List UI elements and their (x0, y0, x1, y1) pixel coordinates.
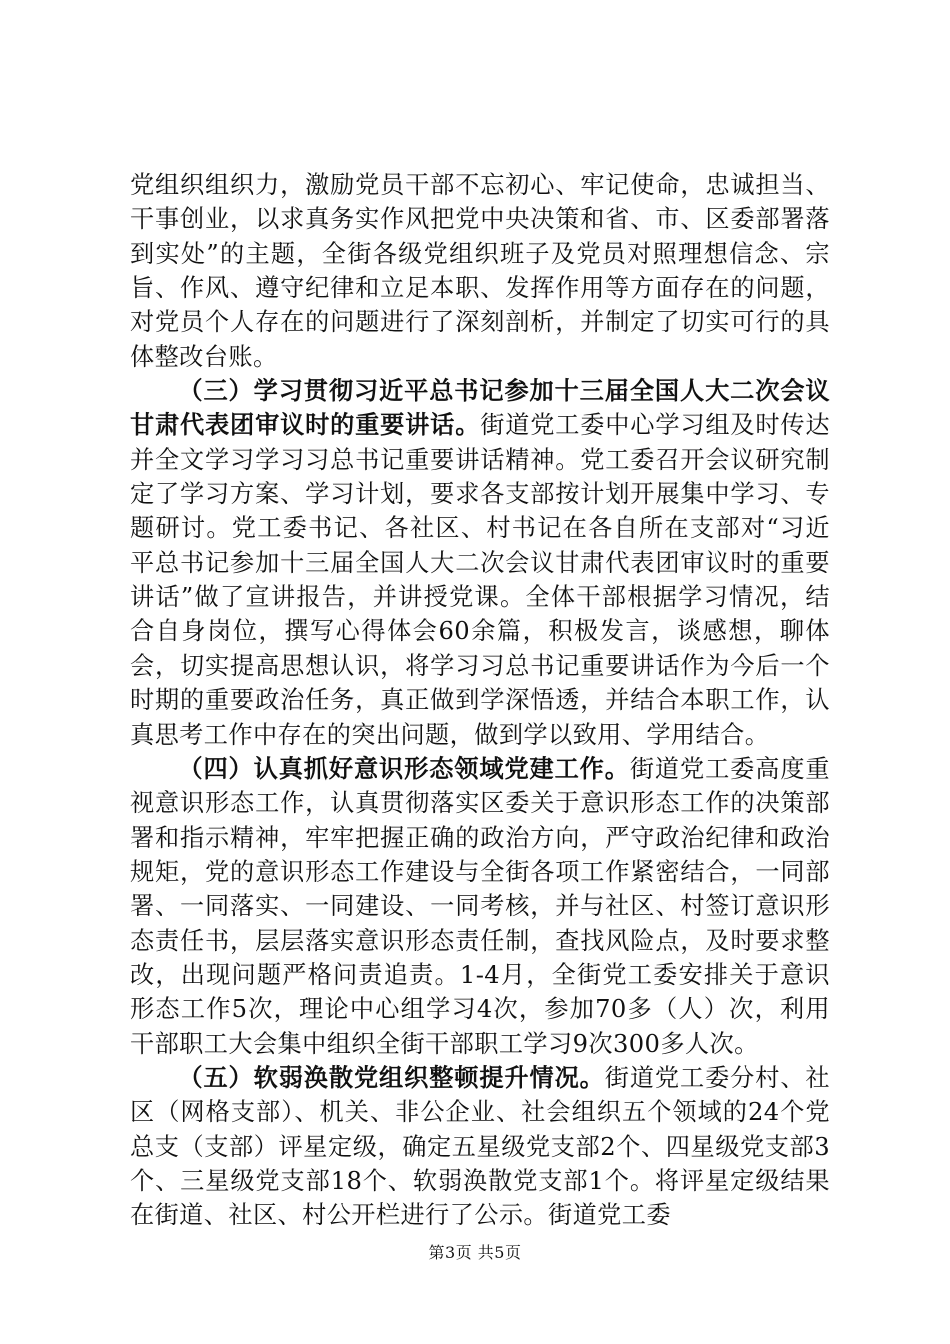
page-footer (0, 1240, 950, 1263)
section-heading: （五）软弱涣散党组织整顿提升情况。 (178, 1062, 605, 1092)
section-heading: （四）认真抓好意识形态领域党建工作。 (178, 753, 630, 783)
paragraph-body: 党组织组织力，激励党员干部不忘初心、牢记使命，忠诚担当、干事创业，以求真务实作风把党中央决策和省、市、区委部署落到实处”的主题，全街各级党组织班子及党员对照理想信念、宗旨、作风、遵守纪律和立足本职、发挥作用等方面存在的问题，对党员个人存在的问题进行了深刻剖析，并制定了切实可行的具体整改台账。 (130, 171, 830, 371)
document-body (130, 168, 830, 1233)
paragraph-continuation (130, 168, 830, 374)
paragraph-body: 街道党工委中心学习组及时传达并全文学习学习习总书记重要讲话精神。党工委召开会议研究制定了学习方案、学习计划，要求各支部按计划开展集中学习、专题研讨。党工委书记、各社区、村书记在各自所在支部对“习近平总书记参加十三届全国人大二次会议甘肃代表团审议时的重要讲话”做了宣讲报告，并讲授党课。全体干部根据学习情况，结合自身岗位，撰写心得体会60余篇，积极发言，谈感想，聊体会，切实提高思想认识，将学习习总书记重要讲话作为今后一个时期的重要政治任务，真正做到学深悟透，并结合本职工作，认真思考工作中存在的突出问题，做到学以致用、学用结合。 (130, 411, 830, 749)
paragraph-body: 街道党工委分村、社区（网格支部）、机关、非公企业、社会组织五个领域的24个党总支（支部）评星定级，确定五星级党支部2个、四星级党支部3个、三星级党支部18个、软弱涣散党支部1个。将评星定级结果在街道、社区、村公开栏进行了公示。街道党工委 (130, 1063, 830, 1230)
paragraph-section-5 (130, 1061, 830, 1233)
section-heading: （三）学习贯彻习近平总书记参加十三届全国人大二次会议甘肃代表团审议时的重要讲话。 (130, 376, 830, 440)
paragraph-section-4 (130, 752, 830, 1061)
page-number-label: 第3页 共5页 (428, 1243, 522, 1262)
paragraph-section-3 (130, 374, 830, 752)
paragraph-body: 街道党工委高度重视意识形态工作，认真贯彻落实区委关于意识形态工作的决策部署和指示精神，牢牢把握正确的政治方向，严守政治纪律和政治规矩，党的意识形态工作建设与全街各项工作紧密结合，一同部署、一同落实、一同建设、一同考核，并与社区、村签订意识形态责任书，层层落实意识形态责任制，查找风险点，及时要求整改，出现问题严格问责追责。1-4月，全街党工委安排关于意识形态工作5次，理论中心组学习4次，参加70多（人）次，利用干部职工大会集中组织全街干部职工学习9次300多人次。 (130, 754, 830, 1058)
